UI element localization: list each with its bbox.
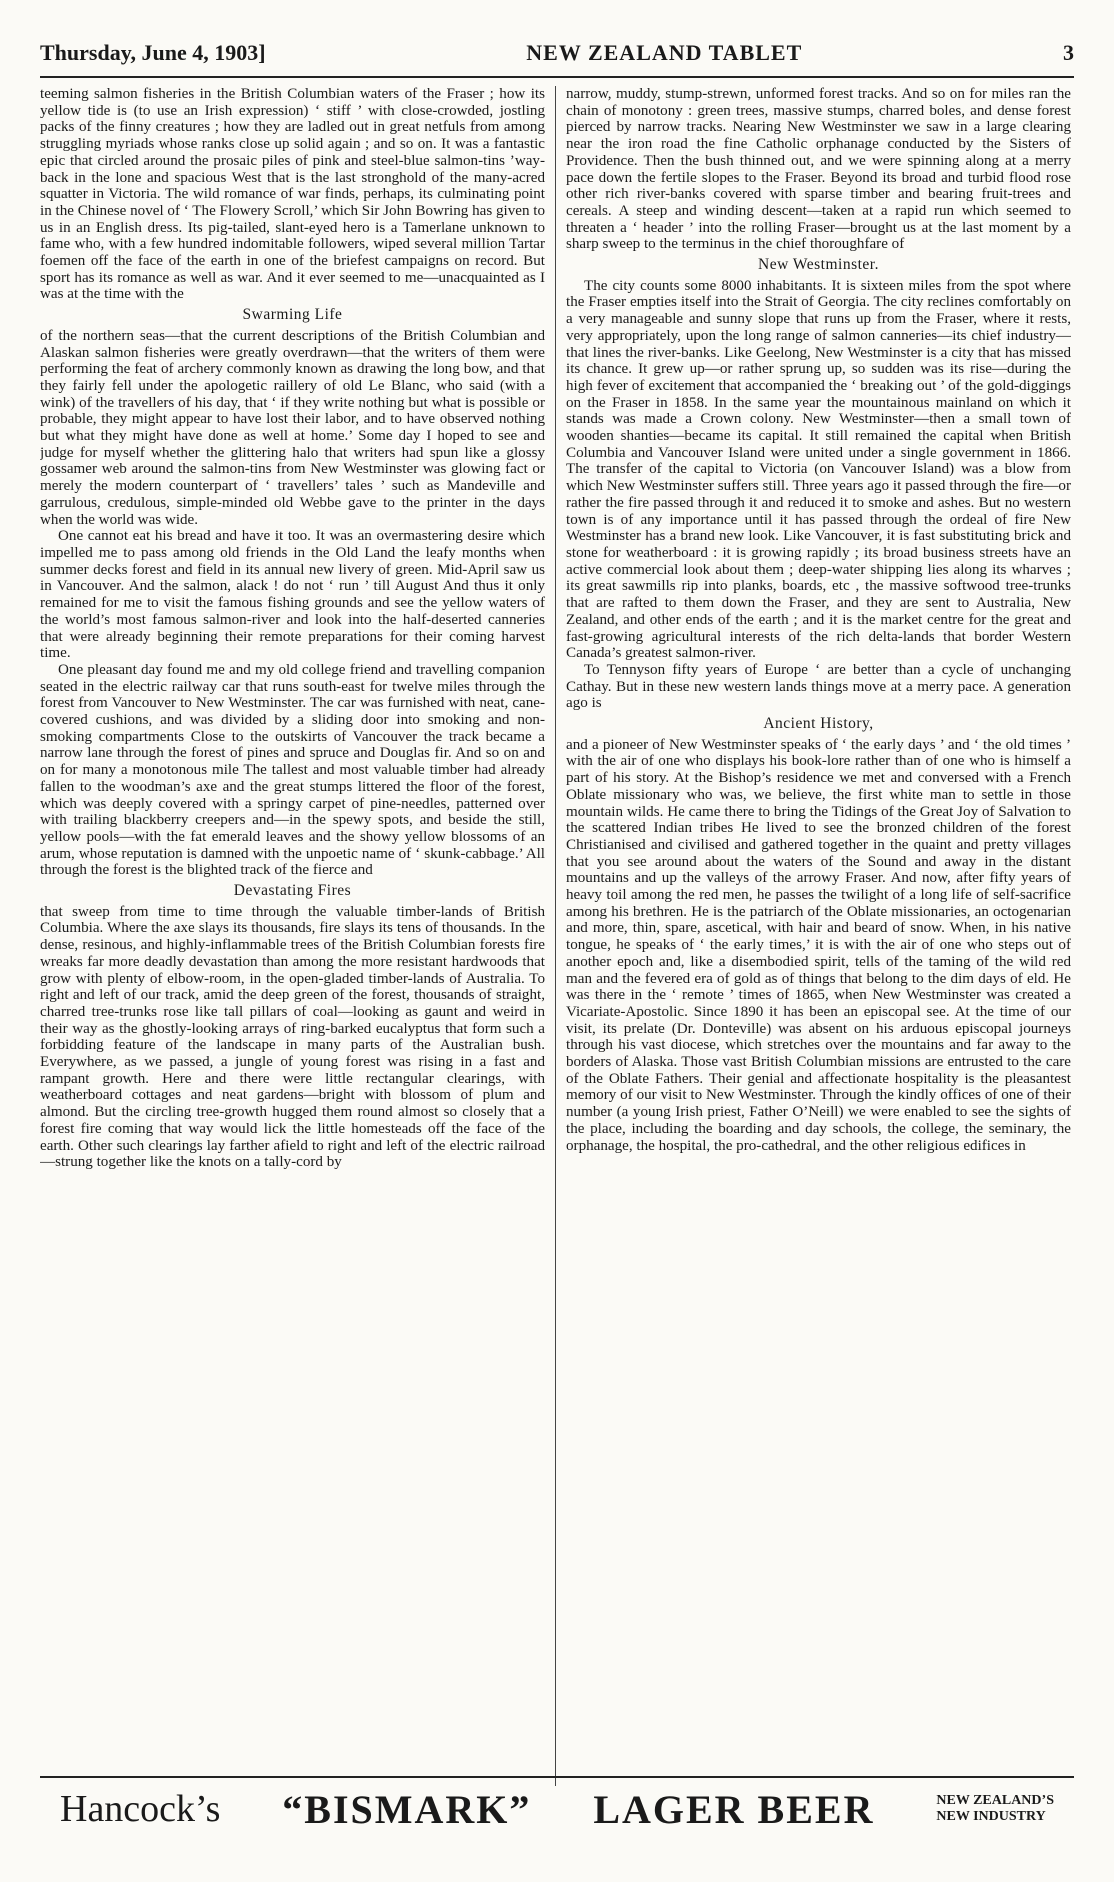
ad-tagline xyxy=(936,1793,1054,1825)
left-column xyxy=(40,86,555,1786)
left-paragraph-3: One cannot eat his bread and have it too. It was an overmastering desire which impelled me to pass among old friends in the Old Land the leafy months when summer decks forest and field in its annual new livery of green. Mid-April saw us in Vancouver. And the salmon, alack ! do not ‘ run ’ till August And thus it only remained for me to visit the famous fishing grounds and see the yellow waters of the world’s most famous salmon-river and look into the half-deserted canneries that were already beginning their remote preparations for their coming harvest time. xyxy=(40,528,545,662)
ad-tagline-line2: NEW INDUSTRY xyxy=(936,1809,1046,1824)
header-date: Thursday, June 4, 1903] xyxy=(40,40,266,65)
ad-product-type: LAGER BEER xyxy=(593,1786,875,1832)
ad-brand: Hancock’s xyxy=(60,1788,221,1830)
left-paragraph-1: teeming salmon fisheries in the British Columbian waters of the Fraser ; how its yellow tide is (to use an Irish expression) ‘ stiff ’ with close-crowded, jostling packs of the finny creatures ; how they are ladled out in great netfuls from among struggling myriads whose ranks close up solid again ; and so on. It was a fantastic epic that circled around the prosaic piles of pink and steel-blue salmon-tins ’way-back in the lone and spacious West that is the last stronghold of the many-acred squatter in Victoria. The wild romance of war finds, perhaps, its culminating point in the Chinese novel of ‘ The Flowery Scroll,’ which Sir John Bowring has given to us in an English dress. Its pig-tailed, slant-eyed hero is a Tamerlane unknown to fame who, with a few hundred indomitable followers, wiped several million Tartar foemen off the face of the earth in one of the briefest campaigns on record. But sport has its romance as well as war. And it ever seemed to me—unacquainted as I was at the time with the xyxy=(40,86,546,303)
header-title: NEW ZEALAND TABLET xyxy=(526,40,803,65)
header-page-number: 3 xyxy=(1063,40,1074,65)
left-paragraph-2: of the northern seas—that the current descriptions of the British Columbian and Alaskan salmon fisheries were greatly overdrawn—that the writers of them were performing the feat of archery commonly known as drawing the long bow, and that they fairly fell under the apologetic raillery of old Le Blanc, who said (with a wink) of the travellers of his day, that ‘ if they write nothing but what is possible or probable, they might appear to have lost their labor, and to have observed nothing but what they might have done as well at home.’ Some day I hoped to see and judge for myself whether the glittering halo that writers had spun like a glossy gossamer web around the salmon-tins from New Westminster was glowing fact or merely the modern counterpart of ‘ travellers’ tales ’ such as Mandeville and garrulous, credulous, simple-minded old Webbe gave to the printer in the days when the world was wide. xyxy=(40,327,545,528)
ad-product: “BISMARK” xyxy=(282,1786,532,1832)
right-paragraph-1: narrow, muddy, stump-strewn, unformed forest tracks. And so on for miles ran the chain of monotony : green trees, massive stumps, charred boles, and dense forest pierced by narrow tracks. Nearing New Westminster we saw in a large clearing near the iron road the fine Catholic orphanage conducted by the Sisters of Providence. Then the bush thinned out, and we were spinning along at a merry pace down the fertile slopes to the Fraser. Beyond its broad and turbid flood rose other rich river-banks covered with sparse timber and bearing fruit-trees and cereals. A steep and winding descent—taken at a rapid run which seemed to threaten a ‘ header ’ into the rolling Fraser—brought us at the last moment by a sharp sweep to the terminus in the chief thoroughfare of xyxy=(566,86,1071,253)
subhead-swarming-life: Swarming Life xyxy=(242,306,343,324)
right-column xyxy=(555,86,1071,1786)
right-paragraph-4: and a pioneer of New Westminster speaks of ‘ the early days ’ and ‘ the old times ’ with the air of one who displays his book-lore rather than of one who is himself a part of his story. At the Bishop’s residence we met and conversed with a French Oblate missionary who was, we believe, the first white man to settle in those mountain wilds. He came there to bring the Tidings of the Great Joy of Salvation to the scattered Indian tribes He lived to see the bronzed children of the forest Christianised and civilised and gathered together in the quaint and pretty villages that you see around about the waters of the Sound and away in the distant mountains and up the valleys of the arrowy Fraser. And now, after fifty years of heavy toil among the red men, he passes the twilight of a long life of self-sacrifice among his brethren. He is the patriarch of the Oblate missionaries, an octogenarian and more, thin, spare, ascetical, with hair and beard of snow. When, in his native tongue, he speaks of ‘ the early times,’ it is with the air of one who steps out of another epoch and, like a disembodied spirit, tells of the taming of the wild red man and the fevered era of gold as of things that belong to the dim days of eld. He was there in the ‘ remote ’ times of 1865, when New Westminster was created a Vicariate-Apostolic. Since 1890 it has been an episcopal see. At the time of our visit, its prelate (Dr. Donteville) was absent on his arduous episcopal journeys through his vast diocese, which stretches over the mountains and far away to the borders of Alaska. Those vast British Columbian missions are entrusted to the care of the Oblate Fathers. Their genial and affectionate hospitality is the pleasantest memory of our visit to New Westminster. Through the kindly offices of one of their number (a young Irish priest, Father O’Neill) we were enabled to see the sights of the place, including the boarding and day schools, the college, the seminary, the orphanage, the hospital, the pro-cathedral, and the other religious edifices in xyxy=(566,736,1071,1154)
ad-tagline-line1: NEW ZEALAND’S xyxy=(936,1793,1054,1808)
advertisement-banner xyxy=(40,1776,1074,1840)
subhead-devastating-fires: Devastating Fires xyxy=(233,882,352,900)
left-paragraph-5: that sweep from time to time through the valuable timber-lands of British Columbia. Where the axe slays its thousands, fire slays its tens of thousands. In the dense, resinous, and highly-inflammable trees of the British Columbian forests fire wreaks far more deadly devastation than among the more resistant hardwoods that grow with plenty of elbow-room, in the open-gladed timber-lands of Australia. To right and left of our track, amid the deep green of the forest, thousands of straight, charred tree-trunks rose like tall pillars of coal—looking as gaunt and weird in their way as the ghostly-looking arrays of ring-barked eucalyptus that form such a forbidding feature of the landscape in many parts of the Australian bush. Everywhere, as we passed, a jungle of young forest was rising in a fast and rampant growth. Here and there were little rectangular clearings, with weatherboard cottages and neat gardens—bright with blossom of plum and almond. But the circling tree-growth hugged them round almost so closely that a forest fire coming that way would lick the little homesteads off the face of the earth. Other such clearings lay farther afield to right and left of the electric railroad—strung together like the knots on a tally-cord by xyxy=(40,903,545,1171)
page-header xyxy=(40,40,1074,78)
newspaper-page xyxy=(40,40,1074,1840)
subhead-ancient-history: Ancient History, xyxy=(763,715,874,733)
left-paragraph-4: One pleasant day found me and my old college friend and travelling companion seated in the electric railway car that runs south-east for twelve miles through the forest from Vancouver to New Westminster. The car was furnished with neat, cane-covered cushions, and was divided by a sliding door into smoking and non-smoking compartments Close to the outskirts of Vancouver the track became a narrow lane through the forest of pines and spruce and Douglas fir. And so on and on for many a monotonous mile The tallest and most valuable timber had already fallen to the woodman’s axe and the great stumps littered the floor of the forest, which was deeply covered with a springy carpet of pine-needles, patterned over with trailing blackberry creepers and—in the spewy spots, and beside the still, yellow pools—with the fat emerald leaves and the showy yellow blossoms of an arum, whose reputation is damned with the unpoetic name of ‘ skunk-cabbage.’ All through the forest is the blighted track of the fierce and xyxy=(40,661,545,879)
right-paragraph-2: The city counts some 8000 inhabitants. It is sixteen miles from the spot where the Fraser empties itself into the Strait of Georgia. The city reclines comfortably on a very manageable and sunny slope that runs up from the Fraser, where it rests, very appropriately, upon the long range of salmon canneries—its chief industry—that lines the river-banks. Like Geelong, New Westminster is a city that has missed its chance. It grew up—or rather sprung up, so sudden was its rise—during the high fever of excitement that accompanied the ‘ breaking out ’ of the gold-diggings on the Fraser in 1858. In the same year the mountainous mainland on which it stands was made a Crown colony. New Westminster—then a small town of wooden shanties—became its capital. It still remained the capital when British Columbia and Vancouver Island were united under a single government in 1866. The transfer of the capital to Victoria (on Vancouver Island) was a blow from which New Westminster suffers still. Three years ago it passed through the fire—or rather the fire passed through it and reduced it to smoke and ashes. But no western town is of any importance until it has passed through the ordeal of fire New Westminster has a brand new look. Like Vancouver, it is fast substituting brick and stone for weatherboard : it is growing rapidly ; its broad business streets have an active commercial look about them ; deep-water shipping lies along its wharves ; its great sawmills rip into planks, boards, etc , the massive softwood tree-trunks that are rafted to them down the Fraser, and they are sent to Australia, New Zealand, and other ends of the earth ; and it is the market centre for the great and fast-growing agricultural interests of the rich delta-lands that border Western Canada’s greatest salmon-river. xyxy=(566,277,1071,662)
article-columns xyxy=(40,86,1074,1786)
subhead-new-westminster: New Westminster. xyxy=(758,256,879,274)
right-paragraph-3: To Tennyson fifty years of Europe ‘ are better than a cycle of unchanging Cathay. But in these new western lands things move at a merry pace. A generation ago is xyxy=(566,661,1071,712)
